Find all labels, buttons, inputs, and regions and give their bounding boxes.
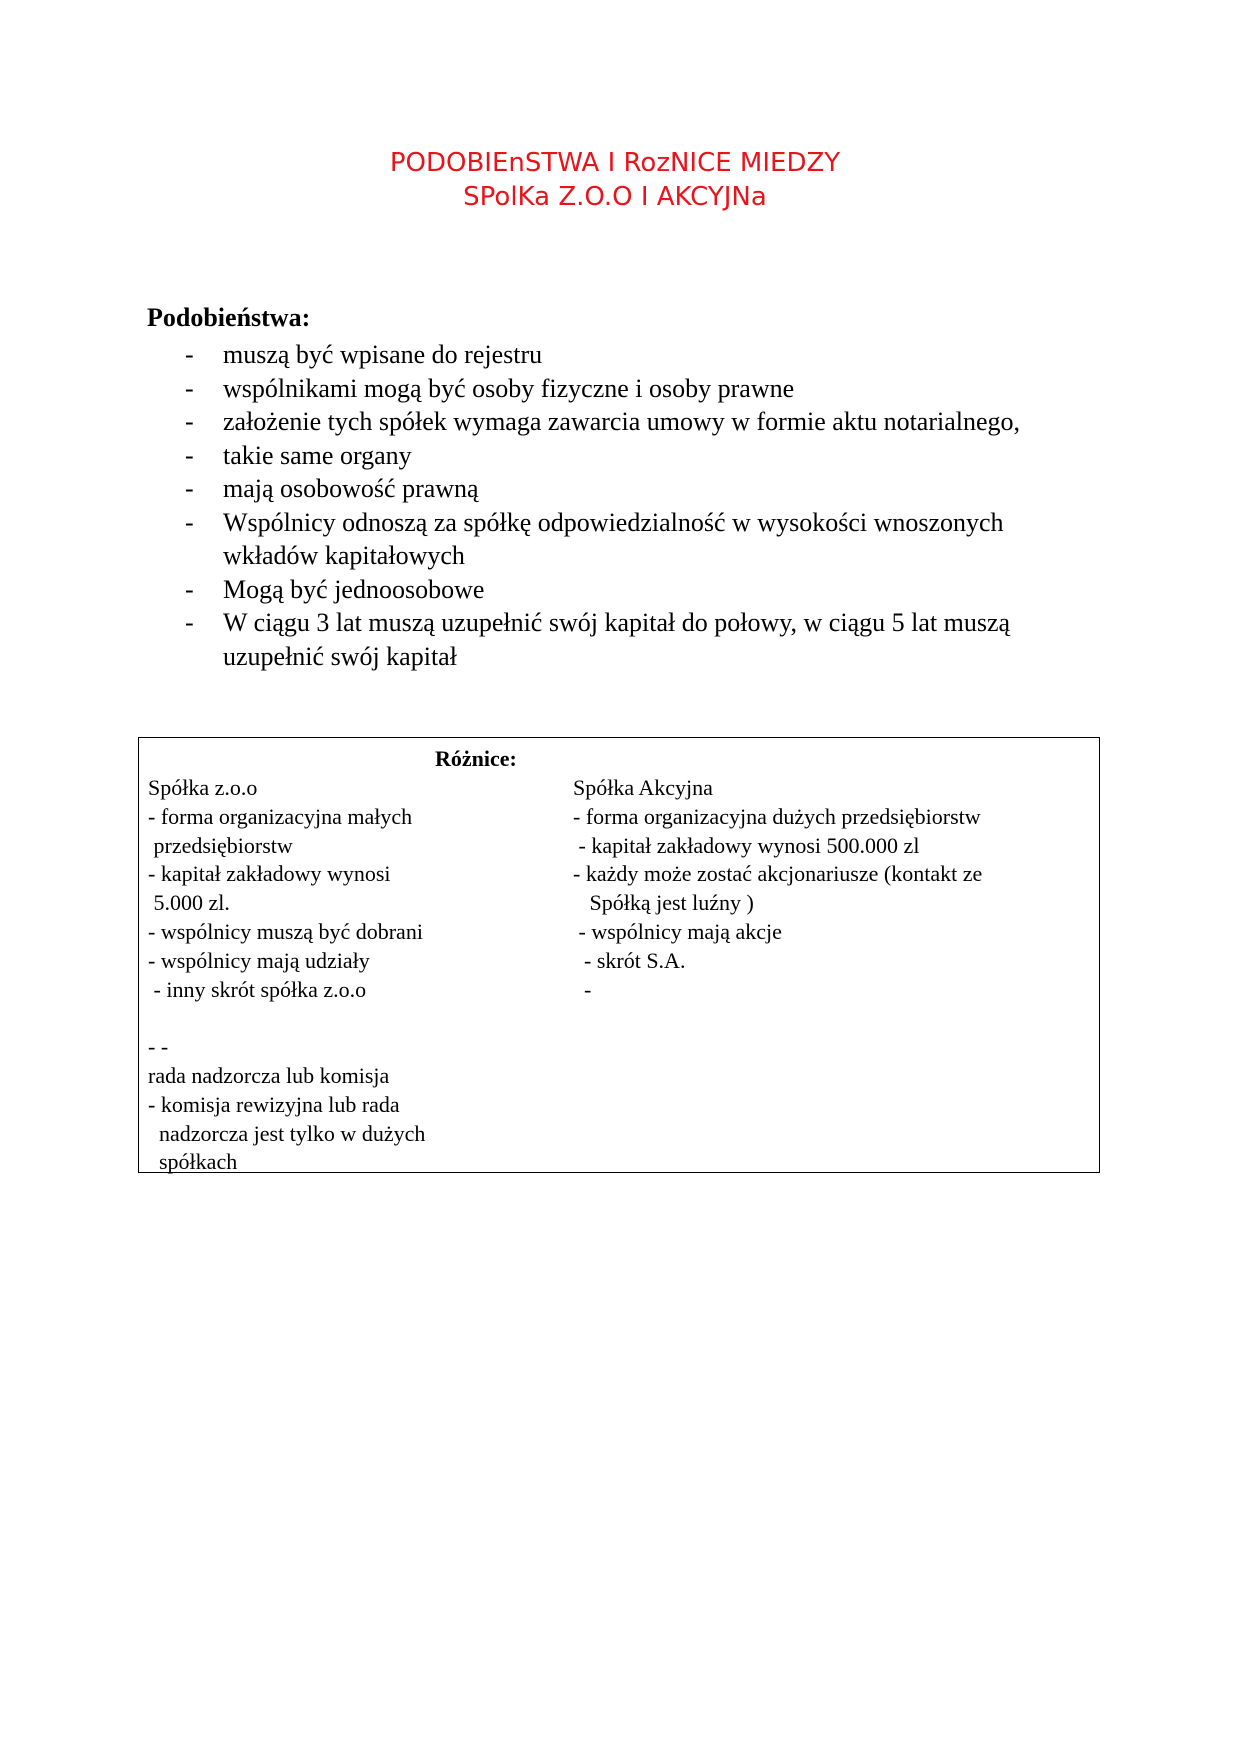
list-item-text: wspólnikami mogą być osoby fizyczne i osoby prawne — [223, 373, 795, 403]
list-item-text: mają osobowość prawną — [223, 474, 479, 503]
bullet-dash: - — [185, 474, 194, 503]
page-title — [0, 146, 1230, 214]
bullet-dash: - — [185, 340, 194, 369]
similarities-list — [180, 338, 1040, 673]
column-line: Spółka z.o.o — [148, 775, 258, 800]
bullet-dash: - — [185, 608, 194, 637]
column-line: Spółka Akcyjna — [573, 775, 713, 800]
column-line: - komisja rewizyjna lub rada — [148, 1091, 400, 1117]
bullet-dash: - — [185, 407, 194, 436]
list-item — [180, 606, 1040, 673]
bullet-dash: - — [185, 507, 194, 537]
column-line: 5.000 zl. — [148, 890, 230, 916]
column-line: - inny skrót spółka z.o.o — [148, 976, 367, 1002]
list-item — [180, 439, 1040, 473]
bullet-dash: - — [185, 574, 194, 604]
list-item-text: Mogą być jednoosobowe — [223, 574, 485, 604]
list-item-text: muszą być wpisane do rejestru — [223, 340, 543, 369]
column-line: - forma organizacyjna małych — [148, 803, 413, 829]
column-line: - kapitał zakładowy wynosi 500.000 zl — [573, 832, 920, 858]
column-line: - skrót S.A. — [573, 947, 686, 973]
list-item — [180, 338, 1040, 372]
page-title-line-1: PODOBIEnSTWA I RozNICE MIEDZY — [389, 148, 841, 178]
differences-column-sa — [573, 774, 1093, 1004]
bullet-dash: - — [185, 440, 194, 470]
differences-box — [138, 737, 1100, 1173]
column-line: - każdy może zostać akcjonariusze (kontakt ze — [573, 861, 983, 887]
column-line: przedsiębiorstw — [148, 832, 293, 858]
similarities-heading: Podobieństwa: — [147, 303, 311, 332]
column-line: rada nadzorcza lub komisja — [148, 1062, 390, 1088]
list-item — [180, 573, 1040, 607]
column-line: - wspólnicy mają udziały — [148, 947, 370, 973]
list-item-text: założenie tych spółek wymaga zawarcia umowy w formie aktu notarialnego, — [223, 407, 1021, 436]
list-item-text: W ciągu 3 lat muszą uzupełnić swój kapitał do połowy, w ciągu 5 lat muszą uzupełnić swój kapitał — [223, 608, 1011, 671]
bullet-dash: - — [185, 373, 194, 403]
list-item-text: takie same organy — [223, 440, 412, 470]
page-title-line-2: SPolKa Z.O.O I AKCYJNa — [463, 182, 767, 212]
list-item — [180, 506, 1040, 573]
column-line: - wspólnicy mają akcje — [573, 918, 782, 944]
list-item — [180, 372, 1040, 406]
differences-heading: Różnice: — [435, 746, 517, 771]
column-line: - wspólnicy muszą być dobrani — [148, 918, 423, 944]
column-line: - - — [148, 1034, 169, 1060]
column-line: - forma organizacyjna dużych przedsiębiorstw — [573, 803, 981, 829]
column-line: Spółką jest luźny ) — [573, 890, 754, 916]
column-line: nadzorcza jest tylko w dużych — [148, 1120, 426, 1146]
list-item-text: Wspólnicy odnoszą za spółkę odpowiedzialność w wysokości wnoszonych wkładów kapitałowych — [223, 507, 1004, 570]
column-line — [148, 1004, 558, 1033]
differences-column-sp-zoo — [148, 774, 558, 1177]
list-item — [180, 472, 1040, 506]
column-line: spółkach — [148, 1149, 238, 1175]
column-line: - — [573, 976, 592, 1002]
column-line: - kapitał zakładowy wynosi — [148, 861, 391, 887]
list-item — [180, 405, 1040, 439]
